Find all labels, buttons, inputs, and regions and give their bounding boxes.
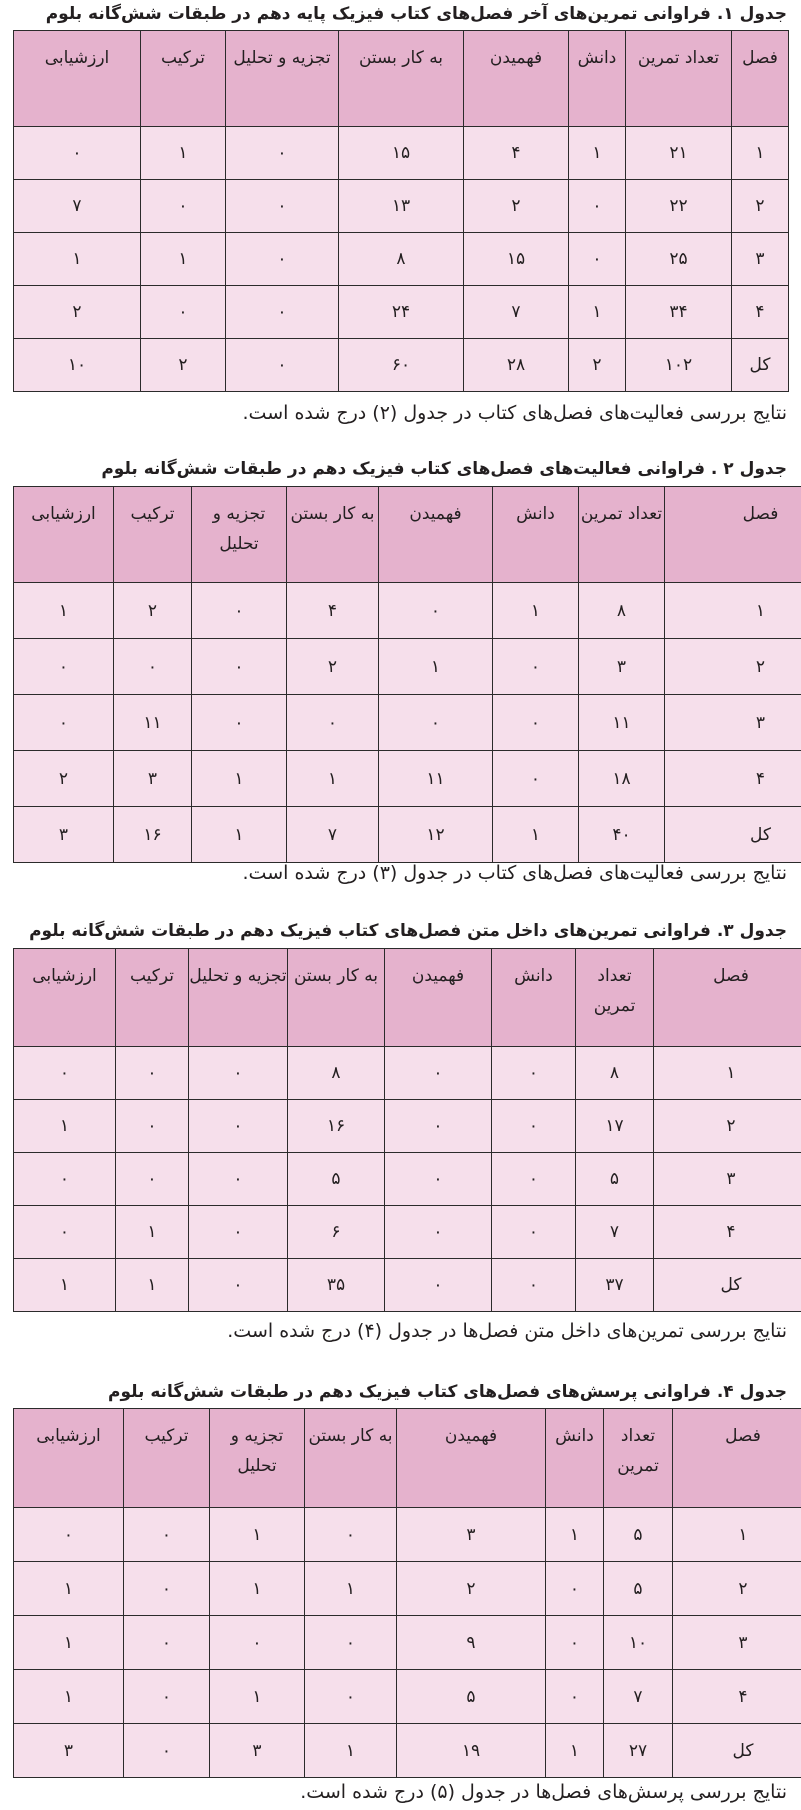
table-cell: ۲ — [114, 583, 192, 639]
table-cell: ۰ — [546, 1670, 604, 1724]
bloom-table-2 — [13, 486, 801, 863]
table-cell: ۱۸ — [579, 751, 665, 807]
column-header: تجزیه و تحلیل — [189, 949, 288, 1047]
column-header: تجزیه و تحلیل — [210, 1409, 305, 1508]
table-cell: ۵ — [397, 1670, 546, 1724]
table-cell: ۴ — [732, 286, 789, 339]
column-header: ترکیب — [124, 1409, 210, 1508]
table-cell: ۰ — [14, 1047, 116, 1100]
table-cell: ۰ — [189, 1100, 288, 1153]
table-cell: ۰ — [124, 1724, 210, 1778]
table-cell: ۴ — [654, 1206, 801, 1259]
table-cell: ۰ — [492, 1047, 576, 1100]
column-header: ارزشیابی — [14, 31, 141, 127]
table-cell: ۰ — [287, 695, 379, 751]
column-header: دانش — [492, 949, 576, 1047]
column-header: دانش — [546, 1409, 604, 1508]
table-cell: ۱۰ — [604, 1616, 673, 1670]
table-cell: ۷ — [14, 180, 141, 233]
table-cell: ۱ — [14, 233, 141, 286]
table-cell: ۲ — [397, 1562, 546, 1616]
table-cell: ۲ — [14, 751, 114, 807]
column-header: تعداد تمرین — [576, 949, 654, 1047]
table-cell: ۰ — [493, 639, 579, 695]
column-header: تعداد تمرین — [604, 1409, 673, 1508]
column-header: دانش — [569, 31, 626, 127]
table-cell: ۰ — [226, 180, 339, 233]
table-cell: ۰ — [116, 1153, 189, 1206]
table-cell: ۰ — [192, 695, 287, 751]
table-cell: ۲۵ — [626, 233, 732, 286]
table-cell: ۱ — [569, 286, 626, 339]
table-cell: ۱۹ — [397, 1724, 546, 1778]
table-caption: جدول ۲ . فراوانی فعالیت‌های فصل‌های کتاب فیزیک دهم در طبقات شش‌گانه بلوم — [101, 459, 787, 479]
table-row — [14, 286, 789, 339]
table-cell: ۸ — [288, 1047, 385, 1100]
table-cell: ۵ — [288, 1153, 385, 1206]
table-cell: ۰ — [569, 233, 626, 286]
column-header: تعداد تمرین — [626, 31, 732, 127]
table-cell: ۱۵ — [339, 127, 464, 180]
table-cell: ۰ — [116, 1100, 189, 1153]
table-cell: ۳ — [14, 1724, 124, 1778]
table-row — [14, 233, 789, 286]
table-cell: کل — [673, 1724, 801, 1778]
column-header: تجزیه و تحلیل — [226, 31, 339, 127]
table-cell: ۶ — [288, 1206, 385, 1259]
table-cell: ۳ — [673, 1616, 801, 1670]
table-cell: ۰ — [226, 286, 339, 339]
table-cell: ۰ — [385, 1206, 492, 1259]
table-cell: ۱ — [546, 1508, 604, 1562]
table-cell: ۲ — [654, 1100, 801, 1153]
table-cell: ۰ — [189, 1047, 288, 1100]
table-cell: ۱ — [569, 127, 626, 180]
table-note: نتایج بررسی فعالیت‌های فصل‌های کتاب در جدول (۳) درج شده است. — [242, 862, 787, 884]
table-cell: ۳ — [665, 695, 801, 751]
table-cell: ۴ — [665, 751, 801, 807]
table-cell: ۰ — [14, 127, 141, 180]
table-cell: ۱ — [546, 1724, 604, 1778]
table-cell: ۰ — [124, 1508, 210, 1562]
table-cell: ۱ — [116, 1259, 189, 1312]
table-row — [14, 695, 801, 751]
table-row — [14, 751, 801, 807]
table-cell: ۰ — [305, 1670, 397, 1724]
table-cell: ۱ — [210, 1562, 305, 1616]
table-cell: ۲ — [464, 180, 569, 233]
table-cell: ۳ — [579, 639, 665, 695]
table-cell: ۱۳ — [339, 180, 464, 233]
table-cell: ۰ — [14, 639, 114, 695]
table-cell: ۲۷ — [604, 1724, 673, 1778]
table-cell: ۰ — [385, 1100, 492, 1153]
table-cell: ۳۵ — [288, 1259, 385, 1312]
table-note: نتایج بررسی فعالیت‌های فصل‌های کتاب در جدول (۲) درج شده است. — [242, 402, 787, 424]
table-cell: ۰ — [385, 1259, 492, 1312]
table-cell: ۳ — [732, 233, 789, 286]
column-header: دانش — [493, 487, 579, 583]
table-cell: ۱ — [210, 1670, 305, 1724]
table-cell: ۱ — [141, 233, 226, 286]
table-row — [14, 1100, 801, 1153]
table-row — [14, 583, 801, 639]
table-cell: ۱ — [116, 1206, 189, 1259]
column-header: فهمیدن — [397, 1409, 546, 1508]
table-cell: ۱۱ — [114, 695, 192, 751]
table-cell: ۱۷ — [576, 1100, 654, 1153]
table-cell: ۱ — [14, 1670, 124, 1724]
table-row — [14, 1670, 801, 1724]
table-cell: ۴۰ — [579, 807, 665, 863]
table-cell: ۳ — [210, 1724, 305, 1778]
column-header: ترکیب — [116, 949, 189, 1047]
column-header: فهمیدن — [464, 31, 569, 127]
table-cell: ۰ — [114, 639, 192, 695]
table-note: نتایج بررسی تمرین‌های داخل متن فصل‌ها در جدول (۴) درج شده است. — [227, 1320, 787, 1342]
column-header: ارزشیابی — [14, 949, 116, 1047]
table-cell: کل — [732, 339, 789, 392]
table-caption: جدول ۴. فراوانی پرسش‌های فصل‌های کتاب فیزیک دهم در طبقات شش‌گانه بلوم — [107, 1382, 787, 1402]
table-cell: ۲ — [14, 286, 141, 339]
table-cell: ۶۰ — [339, 339, 464, 392]
table-cell: ۰ — [192, 583, 287, 639]
table-caption: جدول ۳. فراوانی تمرین‌های داخل متن فصل‌های کتاب فیزیک دهم در طبقات شش‌گانه بلوم — [29, 921, 787, 941]
column-header: فصل — [732, 31, 789, 127]
header-row — [14, 31, 789, 127]
table-cell: ۱۰ — [14, 339, 141, 392]
table-cell: ۱۱ — [379, 751, 493, 807]
table-cell: ۲۲ — [626, 180, 732, 233]
table-cell: ۰ — [492, 1153, 576, 1206]
table-cell: ۱ — [673, 1508, 801, 1562]
table-cell: ۷ — [576, 1206, 654, 1259]
table-cell: ۰ — [492, 1100, 576, 1153]
table-cell: ۱۶ — [114, 807, 192, 863]
table-cell: ۱۶ — [288, 1100, 385, 1153]
table-cell: ۰ — [305, 1508, 397, 1562]
bloom-table-3 — [13, 948, 801, 1312]
table-cell: ۰ — [226, 339, 339, 392]
table-cell: ۰ — [379, 583, 493, 639]
column-header: فصل — [673, 1409, 801, 1508]
table-row — [14, 180, 789, 233]
table-cell: ۰ — [189, 1259, 288, 1312]
table-cell: ۸ — [339, 233, 464, 286]
table-cell: ۱ — [141, 127, 226, 180]
table-cell: ۵ — [604, 1562, 673, 1616]
column-header: تعداد تمرین — [579, 487, 665, 583]
table-cell: ۲ — [673, 1562, 801, 1616]
table-cell: ۰ — [14, 1508, 124, 1562]
table-cell: ۲ — [287, 639, 379, 695]
table-cell: ۲ — [665, 639, 801, 695]
table-cell: ۰ — [305, 1616, 397, 1670]
header-row — [14, 487, 801, 583]
table-cell: ۱ — [14, 1616, 124, 1670]
table-cell: ۹ — [397, 1616, 546, 1670]
table-cell: ۳ — [397, 1508, 546, 1562]
column-header: فصل — [654, 949, 801, 1047]
table-cell: ۰ — [192, 639, 287, 695]
table-cell: ۰ — [141, 286, 226, 339]
table-cell: ۱ — [14, 583, 114, 639]
table-row — [14, 1508, 801, 1562]
table-cell: ۰ — [385, 1153, 492, 1206]
table-cell: ۳ — [654, 1153, 801, 1206]
table-row — [14, 339, 789, 392]
column-header: به کار بستن — [287, 487, 379, 583]
table-cell: ۰ — [379, 695, 493, 751]
table-cell: ۳ — [114, 751, 192, 807]
table-cell: ۱۵ — [464, 233, 569, 286]
table-cell: ۲ — [569, 339, 626, 392]
table-cell: ۰ — [124, 1562, 210, 1616]
table-cell: ۱ — [493, 583, 579, 639]
table-row — [14, 1562, 801, 1616]
table-cell: ۰ — [14, 1206, 116, 1259]
table-cell: ۱ — [14, 1100, 116, 1153]
column-header: فهمیدن — [379, 487, 493, 583]
column-header: تجزیه و تحلیل — [192, 487, 287, 583]
table-cell: ۷ — [464, 286, 569, 339]
table-cell: ۱ — [654, 1047, 801, 1100]
table-cell: ۱ — [732, 127, 789, 180]
table-cell: ۷ — [287, 807, 379, 863]
table-cell: ۰ — [226, 233, 339, 286]
table-cell: ۸ — [576, 1047, 654, 1100]
table-cell: ۸ — [579, 583, 665, 639]
table-cell: ۰ — [14, 695, 114, 751]
table-cell: ۴ — [673, 1670, 801, 1724]
table-cell: ۵ — [604, 1508, 673, 1562]
column-header: ترکیب — [141, 31, 226, 127]
table-cell: ۵ — [576, 1153, 654, 1206]
table-cell: ۱ — [14, 1259, 116, 1312]
table-cell: ۰ — [546, 1562, 604, 1616]
table-cell: ۱ — [493, 807, 579, 863]
table-note: نتایج بررسی پرسش‌های فصل‌ها در جدول (۵) درج شده است. — [300, 1781, 787, 1803]
column-header: فهمیدن — [385, 949, 492, 1047]
column-header: فصل — [665, 487, 801, 583]
table-row — [14, 1724, 801, 1778]
table-row — [14, 639, 801, 695]
table-cell: ۱ — [14, 1562, 124, 1616]
table-cell: ۰ — [210, 1616, 305, 1670]
column-header: ارزشیابی — [14, 1409, 124, 1508]
table-cell: ۱ — [210, 1508, 305, 1562]
table-cell: ۱ — [192, 807, 287, 863]
table-cell: ۰ — [569, 180, 626, 233]
table-cell: ۰ — [124, 1670, 210, 1724]
table-cell: ۱۱ — [579, 695, 665, 751]
table-cell: ۰ — [493, 695, 579, 751]
table-cell: ۷ — [604, 1670, 673, 1724]
table-cell: ۲۱ — [626, 127, 732, 180]
table-cell: ۲ — [141, 339, 226, 392]
table-row — [14, 127, 789, 180]
table-cell: ۱ — [379, 639, 493, 695]
header-row — [14, 1409, 801, 1508]
table-row — [14, 1206, 801, 1259]
column-header: به کار بستن — [288, 949, 385, 1047]
column-header: ترکیب — [114, 487, 192, 583]
table-cell: ۴ — [287, 583, 379, 639]
table-cell: ۱۰۲ — [626, 339, 732, 392]
table-caption: جدول ۱. فراوانی تمرین‌های آخر فصل‌های کتاب فیزیک پایه دهم در طبقات شش‌گانه بلوم — [45, 4, 787, 24]
table-cell: ۴ — [464, 127, 569, 180]
table-row — [14, 1153, 801, 1206]
table-cell: ۱ — [305, 1562, 397, 1616]
bloom-table-1 — [13, 30, 789, 392]
table-cell: ۲۴ — [339, 286, 464, 339]
table-cell: ۰ — [189, 1206, 288, 1259]
table-cell: ۳۷ — [576, 1259, 654, 1312]
table-cell: ۲ — [732, 180, 789, 233]
table-row — [14, 1616, 801, 1670]
table-cell: ۲۸ — [464, 339, 569, 392]
bloom-table-4 — [13, 1408, 801, 1778]
table-cell: ۰ — [189, 1153, 288, 1206]
table-cell: ۰ — [124, 1616, 210, 1670]
table-cell: کل — [665, 807, 801, 863]
table-cell: ۳ — [14, 807, 114, 863]
table-cell: ۰ — [226, 127, 339, 180]
table-cell: ۱ — [192, 751, 287, 807]
table-cell: ۰ — [492, 1206, 576, 1259]
column-header: ارزشیابی — [14, 487, 114, 583]
table-cell: ۰ — [493, 751, 579, 807]
table-cell: ۱ — [305, 1724, 397, 1778]
table-cell: ۱۲ — [379, 807, 493, 863]
column-header: به کار بستن — [339, 31, 464, 127]
table-cell: ۱ — [287, 751, 379, 807]
table-cell: ۱ — [665, 583, 801, 639]
table-row — [14, 807, 801, 863]
table-row — [14, 1259, 801, 1312]
table-cell: ۰ — [116, 1047, 189, 1100]
table-cell: ۰ — [14, 1153, 116, 1206]
table-cell: ۰ — [546, 1616, 604, 1670]
header-row — [14, 949, 801, 1047]
table-cell: ۰ — [492, 1259, 576, 1312]
table-cell: ۳۴ — [626, 286, 732, 339]
column-header: به کار بستن — [305, 1409, 397, 1508]
table-row — [14, 1047, 801, 1100]
table-cell: کل — [654, 1259, 801, 1312]
table-cell: ۰ — [385, 1047, 492, 1100]
table-cell: ۰ — [141, 180, 226, 233]
